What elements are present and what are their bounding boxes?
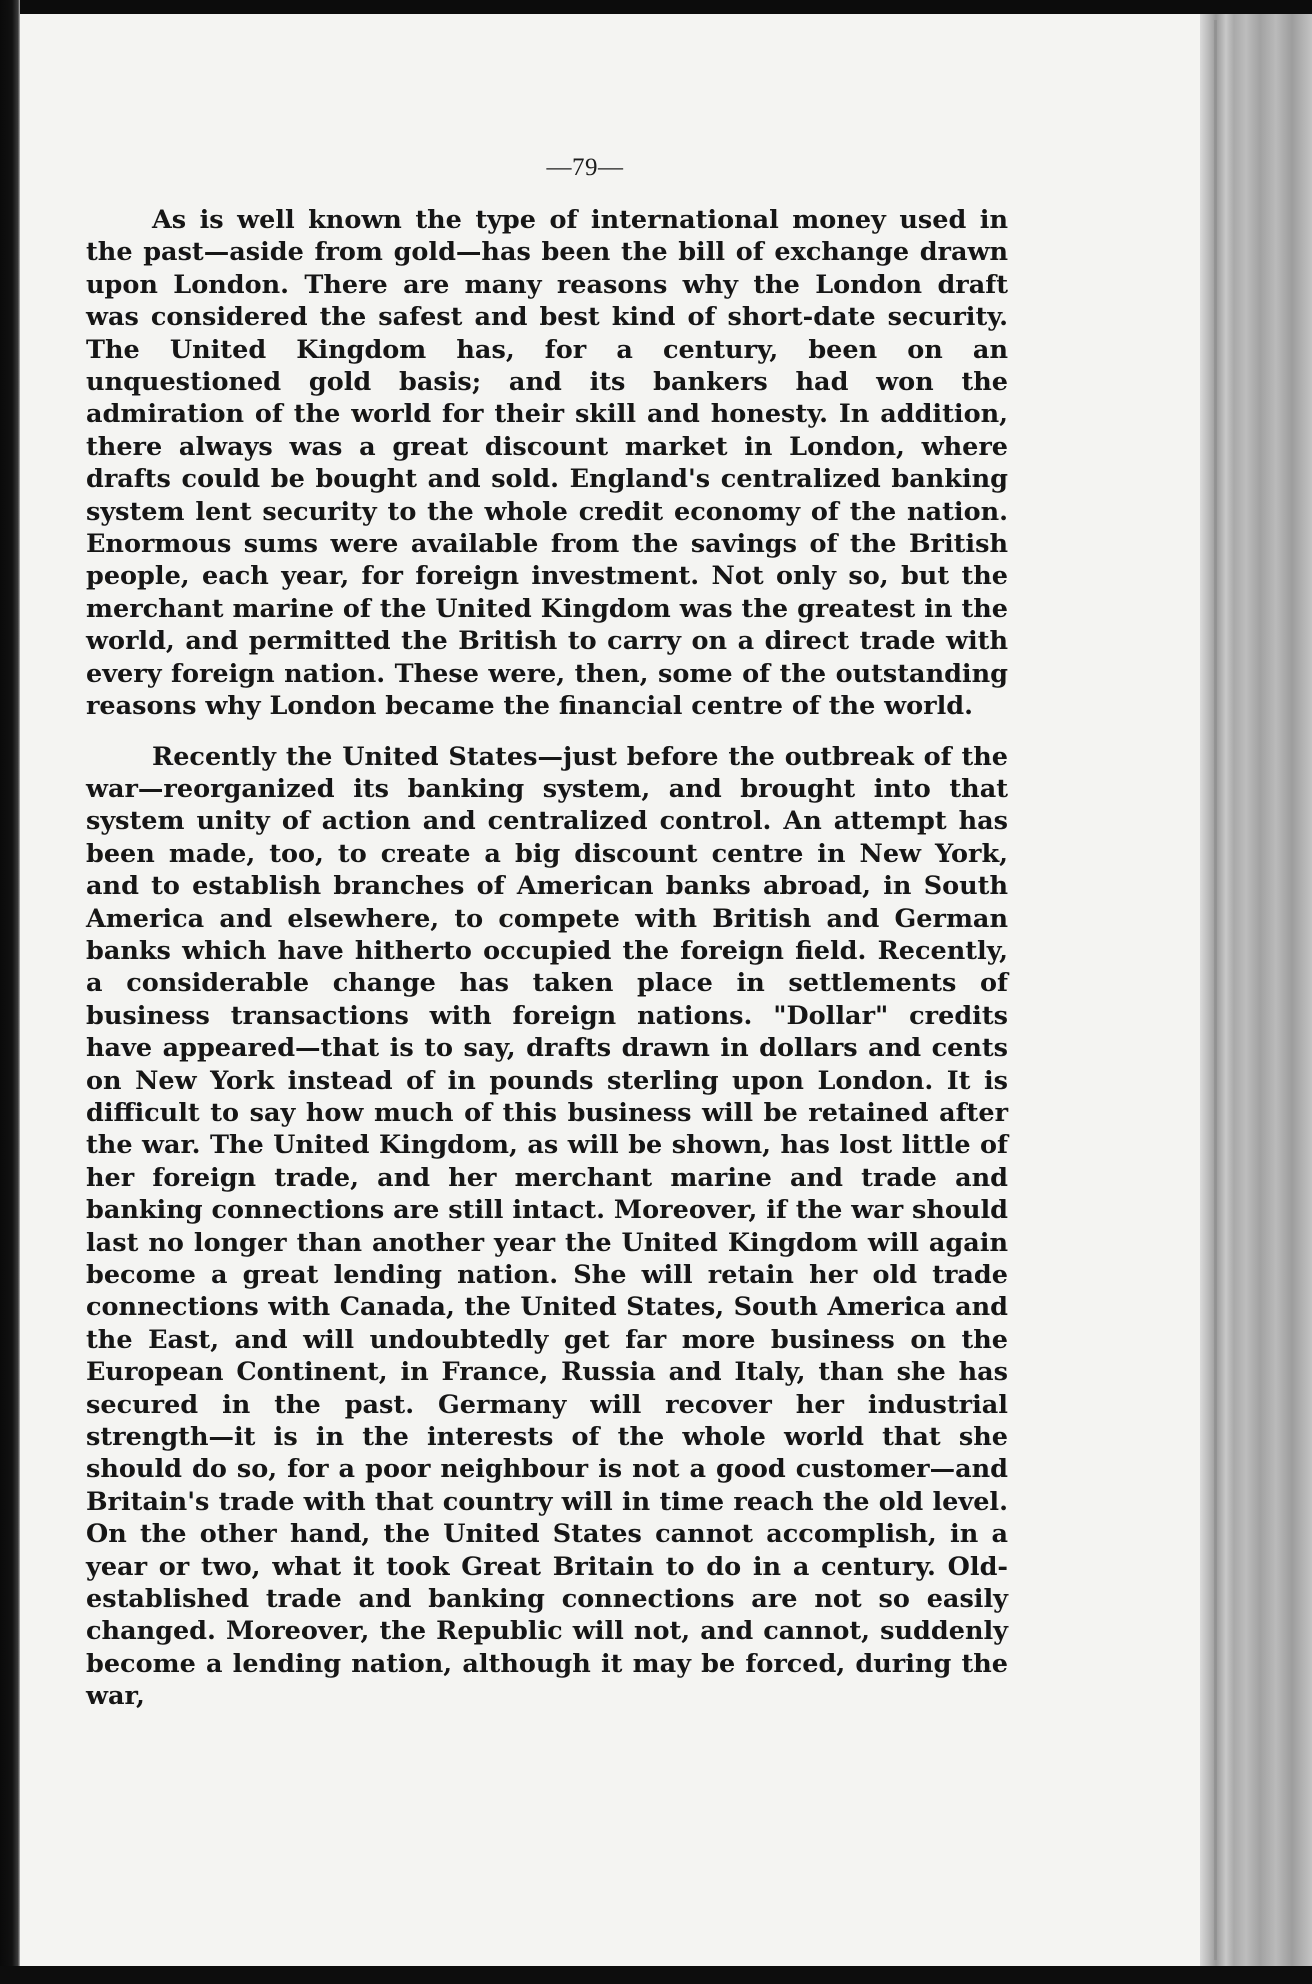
scan-border-left bbox=[0, 0, 20, 1984]
paragraph-2: Recently the United States—just before the outbreak of the war—reorganized its banking system, and brought into that system unity of action and centralized control. An attempt has been made, too, to create a big discount centre in New York, and to establish branches of American banks abroad, in South America and elsewhere, to compete with British and German banks which have hitherto occupied the foreign field. Recently, a considerable change has taken place in settlements of business transactions with foreign nations. "Dollar" credits have appeared—that is to say, drafts drawn in dollars and cents on New York instead of in pounds sterling upon London. It is difficult to say how much of this business will be retained after the war. The United Kingdom, as will be shown, has lost little of her foreign trade, and her merchant marine and trade and banking connections are still intact. Moreover, if the war should last no longer than another year the United Kingdom will again become a great lending nation. She will retain her old trade connections with Canada, the United States, South America and the East, and will undoubtedly get far more business on the European Continent, in France, Russia and Italy, than she has secured in the past. Germany will recover her industrial strength—it is in the interests of the whole world that she should do so, for a poor neighbour is not a good customer—and Britain's trade with that country will in time reach the old level. On the other hand, the United States cannot accomplish, in a year or two, what it took Great Britain to do in a century. Old-established trade and banking connections are not so easily changed. Moreover, the Republic will not, and cannot, suddenly become a lending nation, although it may be forced, during the war, bbox=[86, 741, 1008, 1712]
scan-border-top bbox=[0, 0, 1312, 14]
body-text bbox=[86, 204, 1008, 1713]
paragraph-1: As is well known the type of international money used in the past—aside from gold—has been the bill of exchange drawn upon London. There are many reasons why the London draft was considered the safest and best kind of short-date security. The United Kingdom has, for a century, been on an unquestioned gold basis; and its bankers had won the admiration of the world for their skill and honesty. In addition, there always was a great discount market in London, where drafts could be bought and sold. England's centralized banking system lent security to the whole credit economy of the nation. Enormous sums were available from the savings of the British people, each year, for foreign investment. Not only so, but the merchant marine of the United Kingdom was the greatest in the world, and permitted the British to carry on a direct trade with every foreign nation. These were, then, some of the outstanding reasons why London became the financial centre of the world. bbox=[86, 205, 1008, 722]
gutter-shadow-line bbox=[1214, 20, 1217, 1960]
page-number: —79— bbox=[546, 154, 624, 181]
book-page bbox=[20, 14, 1200, 1966]
scan-border-bottom bbox=[0, 1966, 1312, 1984]
